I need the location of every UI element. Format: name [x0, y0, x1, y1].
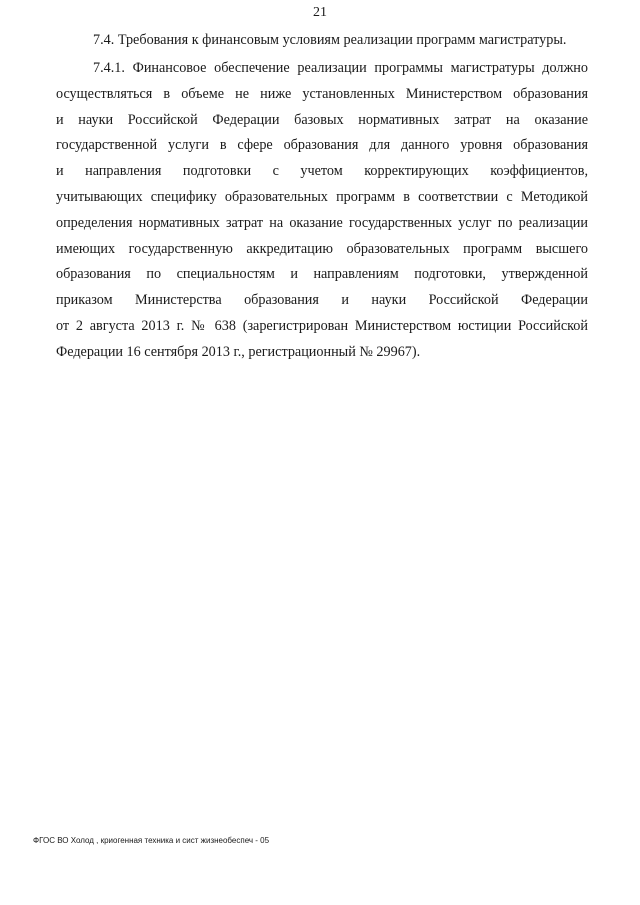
- paragraph-line: Федерации 16 сентября 2013 г., регистрационный № 29967).: [56, 343, 421, 360]
- document-footer: ФГОС ВО Холод , криогенная техника и сист жизнеобеспеч - 05: [33, 836, 270, 845]
- paragraph-line: и направления подготовки с учетом корректирующих коэффициентов,: [56, 163, 588, 180]
- paragraph-line: осуществляться в объеме не ниже установленных Министерством образования: [56, 85, 588, 102]
- paragraph-line: определения нормативных затрат на оказание государственных услуг по реализации: [56, 214, 588, 231]
- paragraph-line: от 2 августа 2013 г. № 638 (зарегистрирован Министерством юстиции Российской: [56, 317, 588, 334]
- paragraph-line: учитывающих специфику образовательных программ в соответствии с Методикой: [56, 188, 588, 205]
- paragraph-line: 7.4.1. Финансовое обеспечение реализации программы магистратуры должно: [93, 60, 588, 76]
- paragraph-line: государственной услуги в сфере образования для данного уровня образования: [56, 137, 588, 154]
- paragraph-line: образования по специальностям и направлениям подготовки, утвержденной: [56, 266, 588, 283]
- section-heading: 7.4. Требования к финансовым условиям реализации программ магистратуры.: [93, 32, 567, 48]
- paragraph-line: приказом Министерства образования и науки Российской Федерации: [56, 292, 588, 309]
- body-paragraph: [56, 56, 588, 366]
- paragraph-line: имеющих государственную аккредитацию образовательных программ высшего: [56, 240, 588, 257]
- page-number: 21: [313, 5, 327, 20]
- paragraph-line: и науки Российской Федерации базовых нормативных затрат на оказание: [56, 111, 588, 128]
